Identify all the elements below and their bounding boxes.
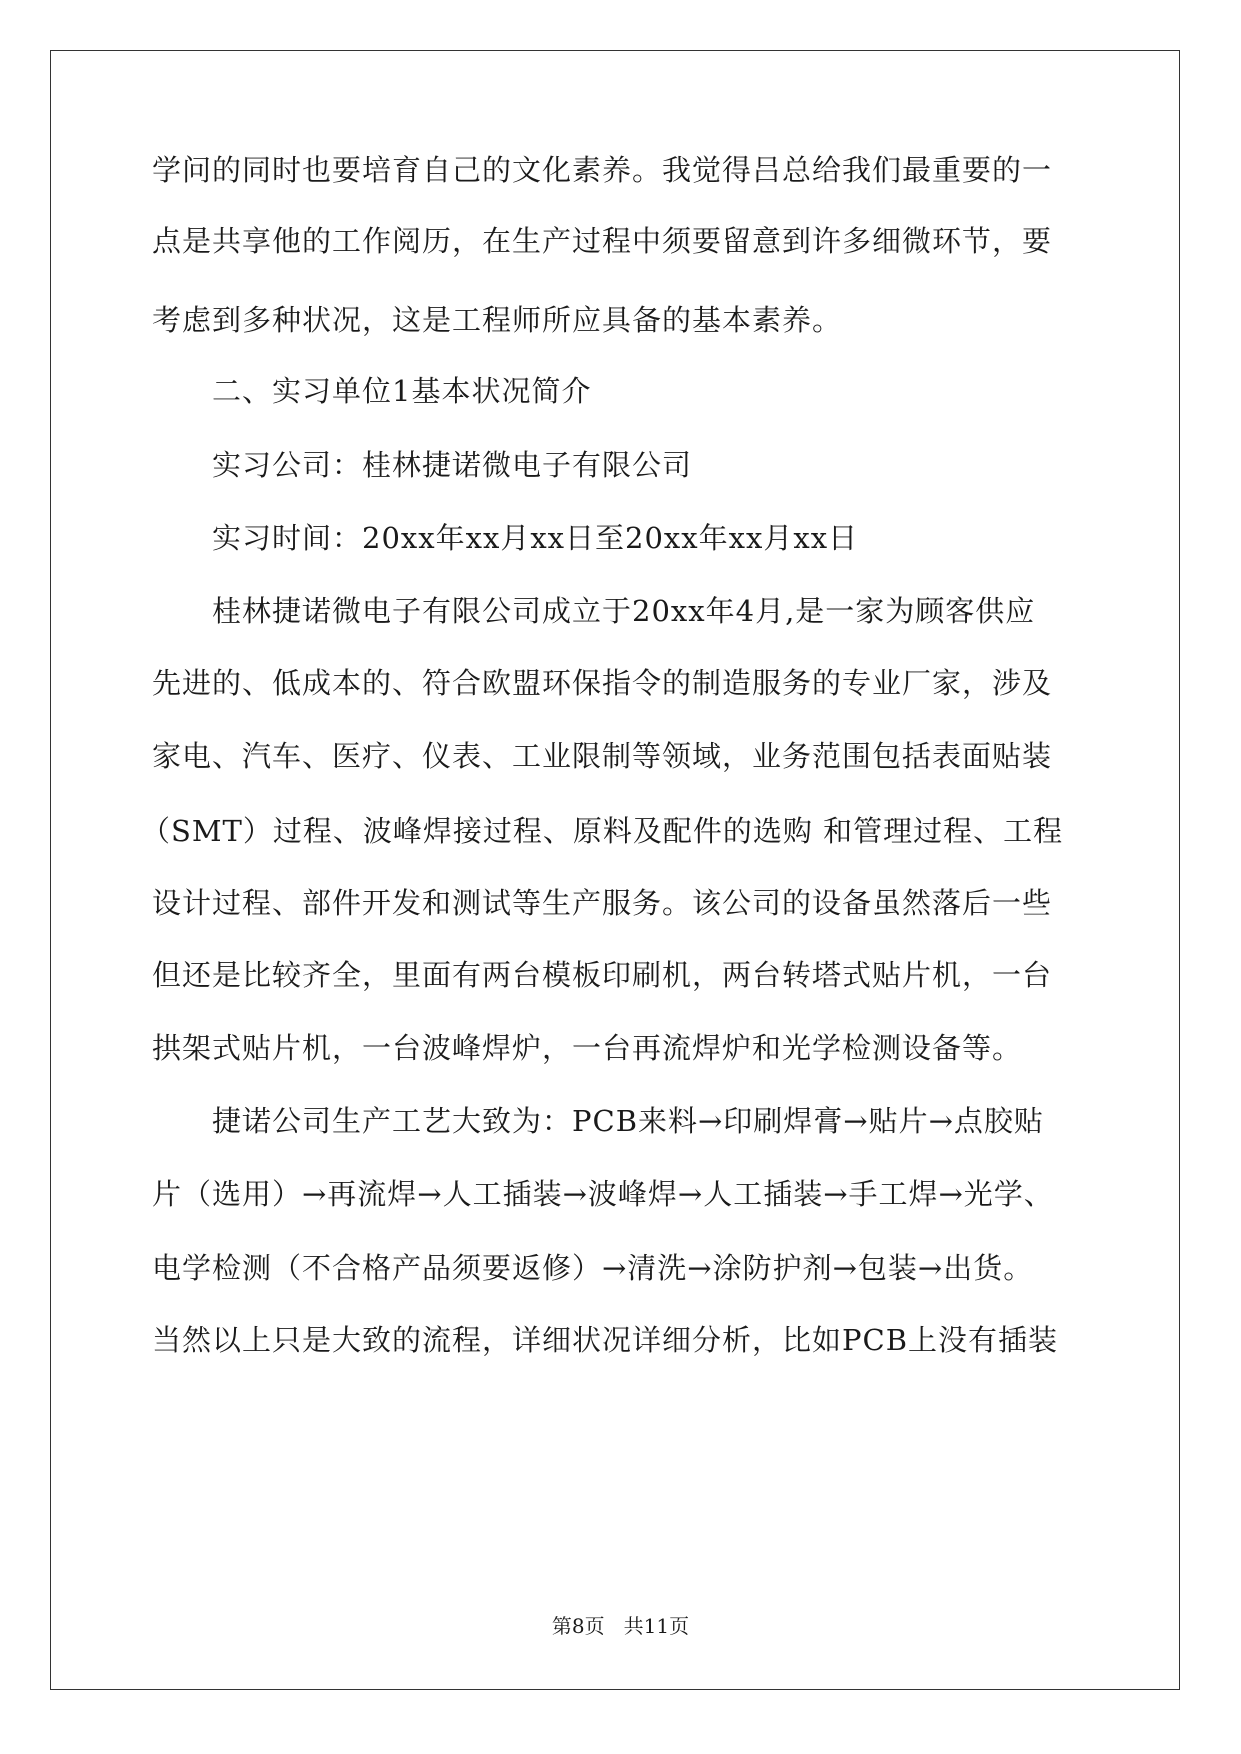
page-number: 第8页 共11页 [551,1614,690,1638]
body-line-17: 当然以上只是大致的流程，详细状况详细分析，比如PCB上没有插装 [152,1323,1059,1357]
body-line-2: 点是共享他的工作阅历，在生产过程中须要留意到许多细微环节，要 [152,224,1053,258]
body-line-16: 电学检测（不合格产品须要返修）→清洗→涂防护剂→包装→出货。 [152,1251,1034,1285]
section-heading: 二、实习单位1基本状况简介 [212,374,592,408]
body-line-10: （SMT）过程、波峰焊接过程、原料及配件的选购 和管理过程、工程 [141,814,1064,848]
internship-period: 实习时间：20xx年xx月xx日至20xx年xx月xx日 [212,521,859,555]
internship-company: 实习公司：桂林捷诺微电子有限公司 [212,448,693,482]
body-line-1: 学问的同时也要培育自己的文化素养。我觉得吕总给我们最重要的一 [152,153,1053,187]
body-line-12: 但还是比较齐全，里面有两台模板印刷机，两台转塔式贴片机，一台 [152,958,1053,992]
body-line-13: 拱架式贴片机，一台波峰焊炉，一台再流焊炉和光学检测设备等。 [152,1031,1023,1065]
body-line-9: 家电、汽车、医疗、仪表、工业限制等领域，业务范围包括表面贴装 [152,739,1053,773]
page-frame [50,50,1180,1690]
body-line-15: 片（选用）→再流焊→人工插装→波峰焊→人工插装→手工焊→光学、 [152,1177,1054,1211]
body-line-7: 桂林捷诺微电子有限公司成立于20xx年4月,是一家为顾客供应 [212,594,1036,628]
body-line-11: 设计过程、部件开发和测试等生产服务。该公司的设备虽然落后一些 [152,886,1053,920]
body-line-8: 先进的、低成本的、符合欧盟环保指令的制造服务的专业厂家，涉及 [152,666,1053,700]
body-line-14: 捷诺公司生产工艺大致为：PCB来料→印刷焊膏→贴片→点胶贴 [212,1104,1044,1138]
body-line-3: 考虑到多种状况，这是工程师所应具备的基本素养。 [152,303,843,337]
